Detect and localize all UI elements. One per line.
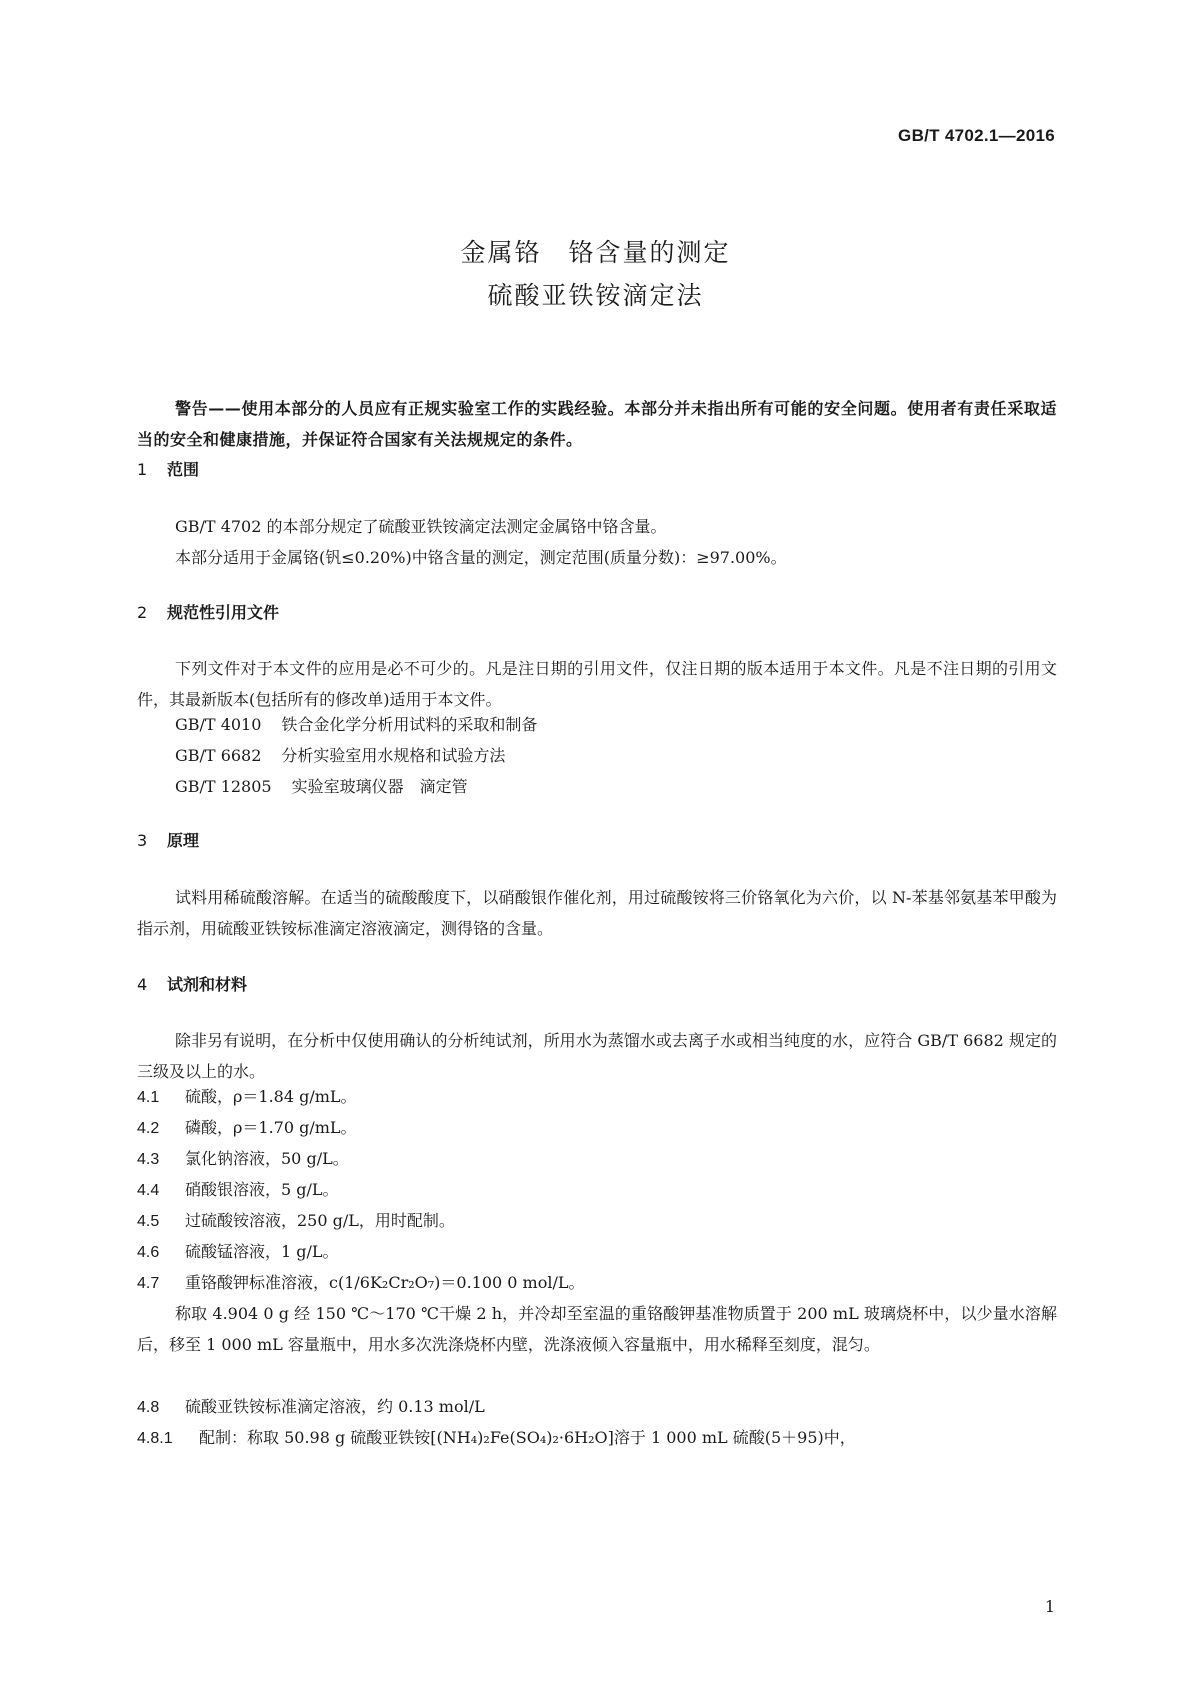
item-text: 硫酸亚铁铵标准滴定溶液，约 0.13 mol/L: [185, 1397, 485, 1416]
reagent-item: [137, 1267, 1057, 1299]
item-text: 配制：称取 50.98 g 硫酸亚铁铵[(NH₄)₂Fe(SO₄)₂·6H₂O]溶于 1 000 mL 硫酸(5＋95)中，: [199, 1428, 856, 1447]
section-4-heading: [137, 972, 247, 995]
item-number: 4.7: [137, 1275, 160, 1292]
normative-references-intro: 下列文件对于本文件的应用是必不可少的。凡是注日期的引用文件，仅注日期的版本适用于本文件。凡是不注日期的引用文件，其最新版本(包括所有的修改单)适用于本文件。: [137, 659, 1057, 709]
page-number: 1: [1044, 1597, 1055, 1616]
section-title: 原理: [167, 831, 200, 850]
section-number: 1: [137, 460, 148, 479]
section-title: 试剂和材料: [167, 975, 248, 994]
section-1-heading: [137, 457, 199, 480]
reference-code: GB/T 12805: [175, 777, 272, 796]
item-text: 氯化钠溶液，50 g/L。: [185, 1149, 349, 1168]
reference-code: GB/T 6682: [175, 746, 262, 765]
reagent-item: [137, 1205, 1057, 1237]
item-number: 4.3: [137, 1151, 160, 1168]
item-number: 4.4: [137, 1182, 160, 1199]
item-text: 过硫酸铵溶液，250 g/L，用时配制。: [185, 1211, 455, 1230]
standard-number: GB/T 4702.1—2016: [898, 126, 1055, 145]
item-number: 4.2: [137, 1120, 160, 1137]
section-number: 2: [137, 603, 148, 622]
potassium-dichromate-preparation: 称取 4.904 0 g 经 150 ℃～170 ℃干燥 2 h，并冷却至室温的重铬酸钾基准物质置于 200 mL 玻璃烧杯中，以少量水溶解后，移至 1 000 mL 容量瓶中，用水多次洗涤烧杯内壁，洗涤液倾入容量瓶中，用水稀释至刻度，混匀。: [137, 1304, 1057, 1354]
reference-code: GB/T 4010: [175, 715, 262, 734]
item-text: 重铬酸钾标准溶液，c(1/6K₂Cr₂O₇)＝0.100 0 mol/L。: [185, 1273, 585, 1292]
reference-item: [175, 709, 537, 740]
safety-warning: 警告——使用本部分的人员应有正规实验室工作的实践经验。本部分并未指出所有可能的安全问题。使用者有责任采取适当的安全和健康措施，并保证符合国家有关法规规定的条件。: [137, 399, 1057, 449]
section-title: 规范性引用文件: [167, 603, 280, 622]
item-text: 硫酸锰溶液，1 g/L。: [185, 1242, 339, 1261]
section-number: 4: [137, 975, 148, 994]
reagent-item: [137, 1391, 1057, 1423]
item-number: 4.6: [137, 1244, 160, 1261]
reagent-item: [137, 1236, 1057, 1268]
section-3-heading: [137, 828, 199, 851]
reference-title: 实验室玻璃仪器 滴定管: [291, 777, 468, 796]
document-title-line-1: 金属铬 铬含量的测定: [460, 238, 731, 267]
reagent-item: [137, 1174, 1057, 1206]
reagent-item: [137, 1143, 1057, 1175]
reagents-intro: 除非另有说明，在分析中仅使用确认的分析纯试剂，所用水为蒸馏水或去离子水或相当纯度的水，应符合 GB/T 6682 规定的三级及以上的水。: [137, 1031, 1057, 1081]
reference-title: 分析实验室用水规格和试验方法: [281, 746, 506, 765]
section-title: 范围: [167, 460, 200, 479]
reference-item: [175, 740, 505, 771]
reagent-item: [137, 1112, 1057, 1144]
section-2-heading: [137, 600, 279, 623]
scope-paragraph-1: GB/T 4702 的本部分规定了硫酸亚铁铵滴定法测定金属铬中铬含量。: [175, 517, 667, 536]
item-number: 4.8: [137, 1399, 160, 1416]
item-number: 4.1: [137, 1089, 160, 1106]
reagent-item: [137, 1081, 1057, 1113]
item-number: 4.8.1: [137, 1430, 173, 1447]
principle-paragraph: 试料用稀硫酸溶解。在适当的硫酸酸度下，以硝酸银作催化剂，用过硫酸铵将三价铬氧化为六价，以 N-苯基邻氨基苯甲酸为指示剂，用硫酸亚铁铵标准滴定溶液滴定，测得铬的含量。: [137, 888, 1057, 938]
item-text: 硝酸银溶液，5 g/L。: [185, 1180, 339, 1199]
item-text: 磷酸，ρ＝1.70 g/mL。: [185, 1118, 357, 1137]
scope-paragraph-2: 本部分适用于金属铬(钒≤0.20%)中铬含量的测定，测定范围(质量分数)：≥97.00%。: [175, 548, 787, 567]
reagent-subitem: [137, 1422, 1057, 1454]
reference-item: [175, 771, 468, 802]
section-number: 3: [137, 831, 148, 850]
reference-title: 铁合金化学分析用试料的采取和制备: [281, 715, 538, 734]
item-text: 硫酸，ρ＝1.84 g/mL。: [185, 1087, 357, 1106]
item-number: 4.5: [137, 1213, 160, 1230]
document-title-line-2: 硫酸亚铁铵滴定法: [487, 281, 704, 310]
